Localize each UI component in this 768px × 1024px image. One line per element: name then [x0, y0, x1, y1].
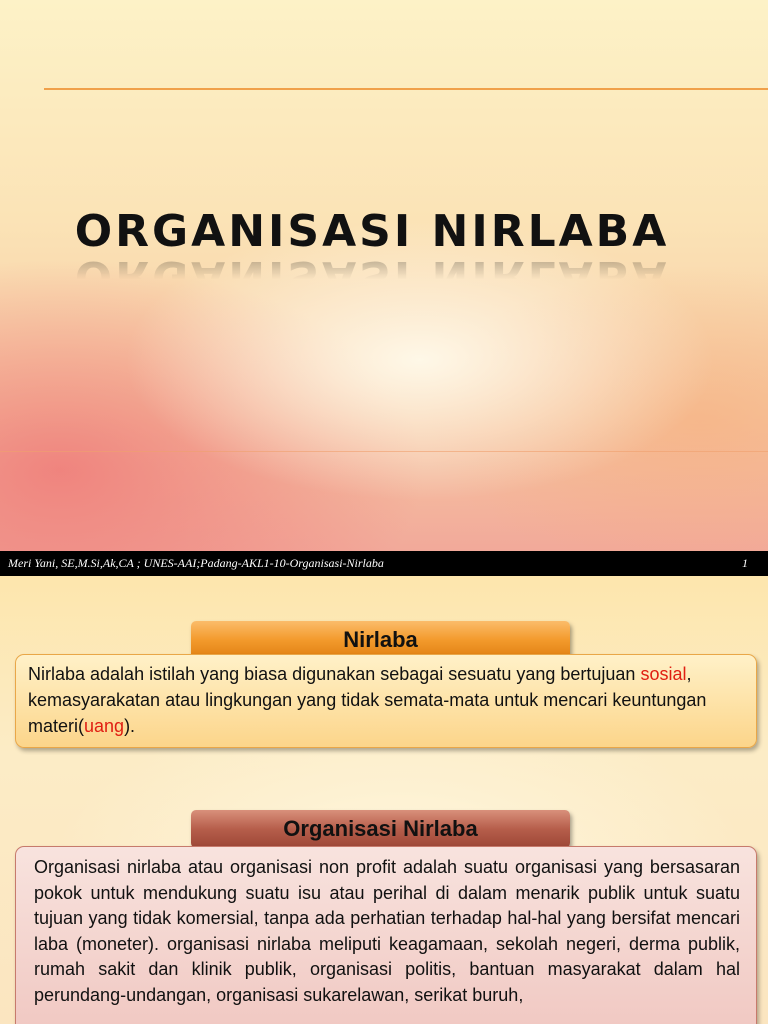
definition-text-2: , kemasyarakatan atau lingkungan yang tidak semata-mata untuk mencari keuntungan materi( [28, 664, 707, 736]
definition-text-3: ). [124, 716, 136, 736]
section-header-nirlaba: Nirlaba [191, 621, 570, 659]
highlight-sosial: sosial [640, 664, 687, 684]
page-number: 1 [742, 556, 748, 570]
definition-text-1: Nirlaba adalah istilah yang biasa digunakan sebagai sesuatu yang bertujuan [28, 664, 641, 684]
content-slide [0, 576, 768, 1024]
slide-footer [0, 551, 768, 576]
divider-line [0, 451, 768, 452]
highlight-uang: uang [84, 716, 125, 736]
organization-description-text: Organisasi nirlaba atau organisasi non profit adalah suatu organisasi yang bersasaran pokok untuk mendukung suatu isu atau perihal di dalam menarik publik untuk suatu tujuan yang tidak komersial, tanpa ada perhatian terhadap hal-hal yang bersifat mencari laba (moneter). organisasi nirlaba meliputi keagamaan, sekolah negeri, derma publik, rumah sakit dan klinik publik, organisasi politis, bantuan masyarakat dalam hal perundang-undangan, organisasi sukarelawan, serikat buruh, [34, 857, 740, 1005]
slide-title: ORGANISASI NIRLABA [74, 206, 670, 257]
section-header-organisasi-nirlaba: Organisasi Nirlaba [191, 810, 570, 848]
footer-text: Meri Yani, SE,M.Si,Ak,CA ; UNES-AAI;Padang-AKL1-10-Organisasi-Nirlaba [8, 556, 384, 570]
organization-description-box [15, 846, 757, 1024]
definition-box [15, 654, 757, 748]
accent-line [44, 88, 768, 90]
